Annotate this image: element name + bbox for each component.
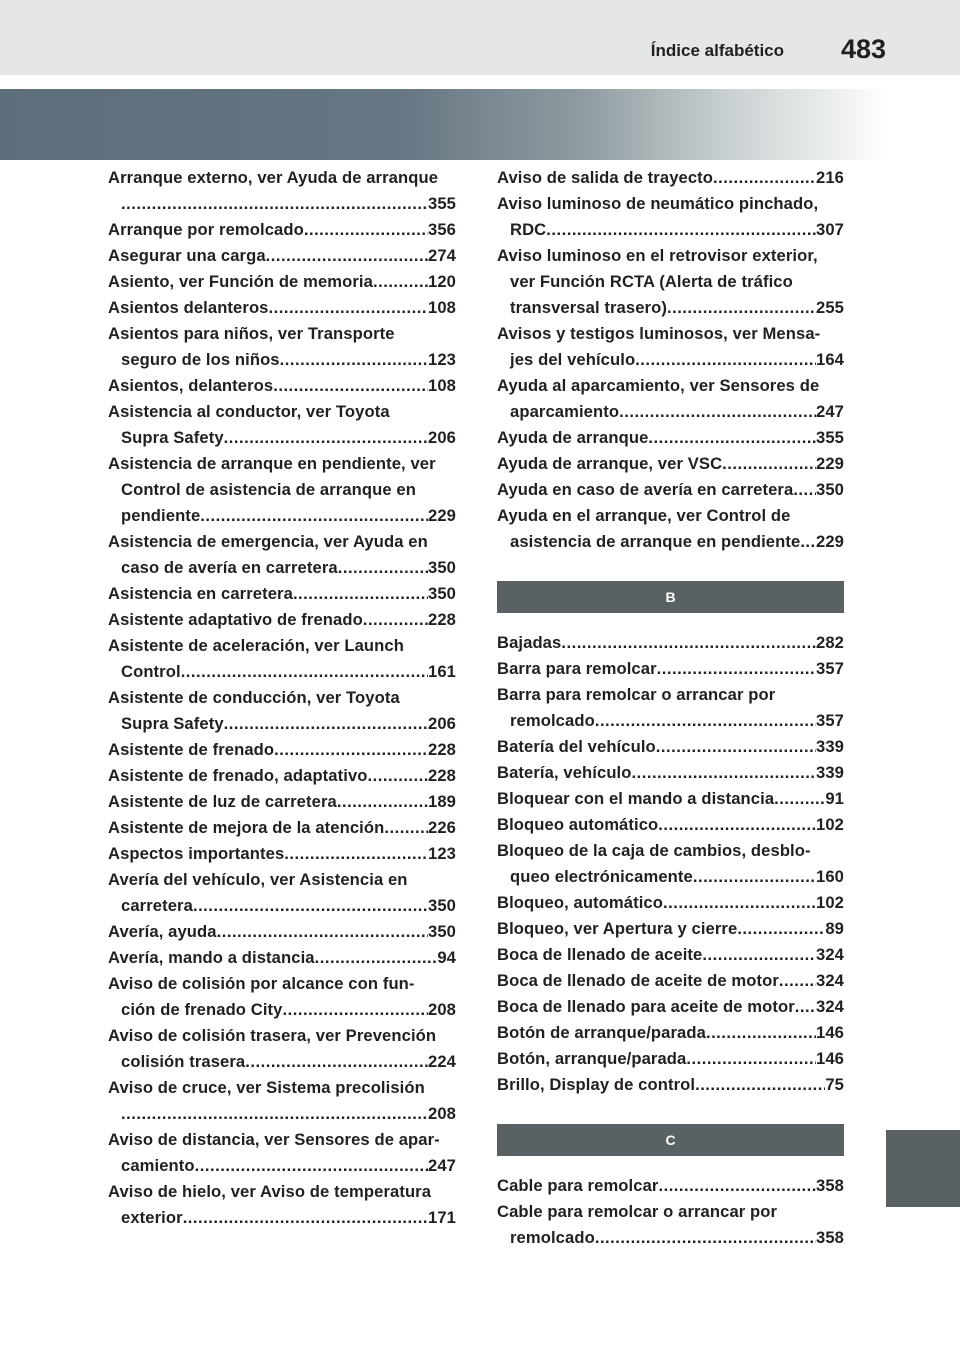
page-reference: 357 (816, 711, 844, 730)
dot-leader (293, 581, 428, 607)
dot-leader (181, 659, 428, 685)
index-entry (108, 763, 456, 789)
dot-leader (800, 529, 816, 555)
index-entry (108, 581, 456, 607)
dot-leader (183, 1205, 428, 1231)
letter-header-c: C (497, 1124, 844, 1156)
dot-leader (793, 477, 816, 503)
dot-leader (667, 295, 816, 321)
dot-leader (283, 997, 428, 1023)
index-term: Arranque externo, ver Ayuda de arranque (108, 168, 439, 187)
index-term: Aviso de hielo, ver Aviso de temperatura (108, 1182, 432, 1201)
index-term: Aviso de colisión por alcance con fun- (108, 974, 415, 993)
dot-leader (193, 893, 428, 919)
page-reference: 164 (816, 350, 844, 369)
index-entry (108, 607, 456, 633)
index-entry (497, 812, 844, 838)
dot-leader (363, 607, 428, 633)
index-term: Botón, arranque/parada (497, 1049, 687, 1068)
index-term: Bloqueo automático (497, 815, 659, 834)
index-entry (108, 269, 456, 295)
dot-leader (632, 760, 817, 786)
index-entry (497, 191, 844, 243)
index-list-b (497, 630, 844, 1098)
dot-leader (273, 373, 428, 399)
page-reference: 108 (428, 376, 456, 395)
page-reference: 324 (816, 945, 844, 964)
index-entry (108, 867, 456, 919)
index-entry (497, 321, 844, 373)
dot-leader (595, 1225, 816, 1251)
index-term: jes del vehículo (510, 350, 636, 369)
index-term: Barra para remolcar (497, 659, 657, 678)
index-entry (108, 373, 456, 399)
dot-leader (224, 425, 428, 451)
index-entry (497, 968, 844, 994)
page-reference: 357 (816, 659, 844, 678)
page-reference: 120 (428, 272, 456, 291)
page-reference: 324 (816, 997, 844, 1016)
page-reference: 358 (816, 1228, 844, 1247)
index-term: Asientos para niños, ver Transporte (108, 324, 395, 343)
section-title: Índice alfabético (650, 41, 784, 60)
index-term: Arranque por remolcado (108, 220, 304, 239)
page-reference: 229 (428, 506, 456, 525)
index-term: Bloqueo, automático (497, 893, 663, 912)
page-reference: 94 (437, 948, 456, 967)
dot-leader (657, 656, 816, 682)
index-term: aparcamiento (510, 402, 620, 421)
index-term: Supra Safety (121, 428, 224, 447)
page-reference: 228 (428, 766, 456, 785)
index-term: Asistencia de emergencia, ver Ayuda en (108, 532, 428, 551)
chapter-thumb-tab (886, 1130, 960, 1207)
index-entry (497, 477, 844, 503)
page-reference: 89 (825, 919, 844, 938)
index-entry (497, 890, 844, 916)
page-reference: 247 (816, 402, 844, 421)
dot-leader (702, 942, 816, 968)
dot-leader (337, 789, 428, 815)
dot-leader (595, 708, 816, 734)
index-entry (108, 217, 456, 243)
index-term: Control de asistencia de arranque en (121, 480, 416, 499)
page-reference: 224 (428, 1052, 456, 1071)
page-reference: 339 (816, 763, 844, 782)
index-term: remolcado (510, 1228, 595, 1247)
page-reference: 339 (816, 737, 844, 756)
index-term: carretera (121, 896, 193, 915)
index-term: ver Función RCTA (Alerta de tráfico (510, 272, 793, 291)
index-term: Bajadas (497, 633, 562, 652)
index-list-left (108, 165, 456, 1231)
page-reference: 75 (825, 1075, 844, 1094)
index-entry (497, 786, 844, 812)
page-reference: 356 (428, 220, 456, 239)
dot-leader (338, 555, 428, 581)
dot-leader (737, 916, 825, 942)
index-entry (497, 503, 844, 555)
dot-leader (121, 191, 428, 217)
index-entry (497, 630, 844, 656)
index-entry (108, 633, 456, 685)
index-entry (108, 1075, 456, 1127)
index-entry (497, 994, 844, 1020)
index-entry (108, 919, 456, 945)
page-reference: 102 (816, 893, 844, 912)
page-reference: 350 (428, 584, 456, 603)
dot-leader (693, 864, 816, 890)
decorative-gradient-band (0, 89, 890, 160)
index-term: pendiente (121, 506, 201, 525)
dot-leader (304, 217, 428, 243)
dot-leader (274, 737, 428, 763)
index-term: Avería del vehículo, ver Asistencia en (108, 870, 408, 889)
dot-leader (384, 815, 428, 841)
index-term: RDC (510, 220, 547, 239)
dot-leader (686, 1046, 816, 1072)
index-entry (497, 942, 844, 968)
dot-leader (266, 243, 428, 269)
index-term: Aviso luminoso de neumático pinchado, (497, 194, 819, 213)
index-term: Boca de llenado de aceite (497, 945, 703, 964)
page-reference: 228 (428, 610, 456, 629)
dot-leader (706, 1020, 816, 1046)
page-reference: 123 (428, 844, 456, 863)
index-entry (108, 243, 456, 269)
index-term: Asegurar una carga (108, 246, 266, 265)
index-entry (497, 760, 844, 786)
index-term: Asistente de mejora de la atención (108, 818, 385, 837)
page-reference: 355 (816, 428, 844, 447)
index-term: Botón de arranque/parada (497, 1023, 706, 1042)
index-entry (497, 838, 844, 890)
index-entry (108, 815, 456, 841)
page-reference: 91 (825, 789, 844, 808)
index-term: seguro de los niños (121, 350, 280, 369)
index-term: Brillo, Display de control (497, 1075, 696, 1094)
index-term: Boca de llenado para aceite de motor (497, 997, 795, 1016)
dot-leader (284, 841, 428, 867)
index-entry (497, 682, 844, 734)
index-term: Aviso luminoso en el retrovisor exterior, (497, 246, 818, 265)
index-column-right (497, 165, 844, 1251)
dot-leader (722, 451, 816, 477)
index-entry (497, 916, 844, 942)
index-term: Ayuda de arranque, ver VSC (497, 454, 723, 473)
index-entry (108, 451, 456, 529)
index-entry (497, 451, 844, 477)
index-term: Asientos, delanteros (108, 376, 274, 395)
page-reference: 146 (816, 1049, 844, 1068)
page-reference: 216 (816, 168, 844, 187)
page-reference: 274 (428, 246, 456, 265)
index-entry (108, 529, 456, 581)
dot-leader (619, 399, 816, 425)
index-entry (108, 399, 456, 451)
index-entry (108, 685, 456, 737)
page-reference: 171 (428, 1208, 456, 1227)
page-reference: 247 (428, 1156, 456, 1175)
index-term: Asistente adaptativo de frenado (108, 610, 363, 629)
index-term: Aviso de colisión trasera, ver Prevención (108, 1026, 437, 1045)
dot-leader (195, 1153, 428, 1179)
page-reference: 350 (816, 480, 844, 499)
page-reference: 161 (428, 662, 456, 681)
dot-leader (217, 919, 428, 945)
index-term: Ayuda en el arranque, ver Control de (497, 506, 791, 525)
index-entry (497, 165, 844, 191)
dot-leader (224, 711, 428, 737)
index-entry (497, 373, 844, 425)
index-term: Asistente de conducción, ver Toyota (108, 688, 400, 707)
index-term: remolcado (510, 711, 595, 730)
dot-leader (280, 347, 428, 373)
dot-leader (315, 945, 438, 971)
index-entry (497, 656, 844, 682)
index-entry (108, 841, 456, 867)
page-reference: 229 (816, 532, 844, 551)
page-reference: 255 (816, 298, 844, 317)
index-term: Asistente de frenado (108, 740, 275, 759)
index-term: Batería del vehículo (497, 737, 656, 756)
index-term: Cable para remolcar (497, 1176, 659, 1195)
index-entry (108, 321, 456, 373)
page-number: 483 (840, 34, 886, 64)
index-term: caso de avería en carretera (121, 558, 338, 577)
index-term: Batería, vehículo (497, 763, 632, 782)
index-entry (497, 1199, 844, 1251)
page-reference: 355 (428, 194, 456, 213)
page-reference: 102 (816, 815, 844, 834)
index-term: Aviso de salida de trayecto (497, 168, 714, 187)
page-reference: 350 (428, 896, 456, 915)
index-entry (497, 243, 844, 321)
index-entry (497, 1072, 844, 1098)
index-term: asistencia de arranque en pendiente (510, 532, 801, 551)
index-column-left (108, 165, 456, 1231)
letter-header-b: B (497, 581, 844, 613)
index-entry (108, 1023, 456, 1075)
page-reference: 206 (428, 428, 456, 447)
index-entry (497, 734, 844, 760)
page-reference: 324 (816, 971, 844, 990)
index-term: exterior (121, 1208, 183, 1227)
index-list-a (497, 165, 844, 555)
index-entry (108, 295, 456, 321)
dot-leader (200, 503, 428, 529)
index-term: Control (121, 662, 181, 681)
page-reference: 160 (816, 867, 844, 886)
dot-leader (774, 786, 825, 812)
index-term: Aspectos importantes (108, 844, 285, 863)
index-entry (497, 425, 844, 451)
page-reference: 146 (816, 1023, 844, 1042)
index-entry (108, 1179, 456, 1231)
index-term: Avería, ayuda (108, 922, 217, 941)
dot-leader (546, 217, 816, 243)
index-term: Asistente de frenado, adaptativo (108, 766, 368, 785)
index-term: Supra Safety (121, 714, 224, 733)
dot-leader (648, 425, 816, 451)
dot-leader (269, 295, 428, 321)
index-term: Ayuda en caso de avería en carretera (497, 480, 794, 499)
index-term: Asientos delanteros (108, 298, 269, 317)
index-list-c (497, 1173, 844, 1251)
page-reference: 307 (816, 220, 844, 239)
index-term: Asistente de aceleración, ver Launch (108, 636, 404, 655)
index-term: colisión trasera (121, 1052, 246, 1071)
index-term: Avisos y testigos luminosos, ver Mensa- (497, 324, 821, 343)
index-term: camiento (121, 1156, 195, 1175)
index-term: transversal trasero) (510, 298, 667, 317)
top-header-band (0, 0, 960, 75)
index-term: ción de frenado City (121, 1000, 283, 1019)
index-entry (108, 945, 456, 971)
index-term: Cable para remolcar o arrancar por (497, 1202, 778, 1221)
index-term: Asistencia en carretera (108, 584, 293, 603)
dot-leader (368, 763, 428, 789)
dot-leader (695, 1072, 825, 1098)
page-reference: 358 (816, 1176, 844, 1195)
index-term: Boca de llenado de aceite de motor (497, 971, 779, 990)
index-entry (108, 1127, 456, 1179)
dot-leader (121, 1101, 428, 1127)
index-entry (108, 971, 456, 1023)
page-reference: 228 (428, 740, 456, 759)
page-reference: 282 (816, 633, 844, 652)
index-entry (108, 737, 456, 763)
page-reference: 206 (428, 714, 456, 733)
index-entry (497, 1173, 844, 1199)
index-term: Avería, mando a distancia (108, 948, 315, 967)
index-entry (108, 165, 456, 217)
page-reference: 208 (428, 1104, 456, 1123)
index-term: Barra para remolcar o arrancar por (497, 685, 776, 704)
page-reference: 229 (816, 454, 844, 473)
page-reference: 350 (428, 922, 456, 941)
dot-leader (561, 630, 816, 656)
index-term: Bloqueo de la caja de cambios, desblo- (497, 841, 811, 860)
index-term: Aviso de cruce, ver Sistema precolisión (108, 1078, 425, 1097)
index-term: Aviso de distancia, ver Sensores de apar- (108, 1130, 440, 1149)
dot-leader (663, 890, 816, 916)
dot-leader (245, 1049, 428, 1075)
page-reference: 108 (428, 298, 456, 317)
index-entry (497, 1046, 844, 1072)
index-term: queo electrónicamente (510, 867, 693, 886)
index-entry (497, 1020, 844, 1046)
index-term: Asistencia de arranque en pendiente, ver (108, 454, 436, 473)
index-term: Ayuda de arranque (497, 428, 649, 447)
page-reference: 123 (428, 350, 456, 369)
page-reference: 226 (428, 818, 456, 837)
dot-leader (656, 734, 816, 760)
dot-leader (635, 347, 816, 373)
dot-leader (713, 165, 816, 191)
index-term: Asistente de luz de carretera (108, 792, 337, 811)
page-reference: 350 (428, 558, 456, 577)
index-term: Asistencia al conductor, ver Toyota (108, 402, 390, 421)
index-term: Ayuda al aparcamiento, ver Sensores de (497, 376, 820, 395)
dot-leader (373, 269, 428, 295)
dot-leader (779, 968, 816, 994)
page-reference: 208 (428, 1000, 456, 1019)
dot-leader (658, 812, 816, 838)
index-term: Bloquear con el mando a distancia (497, 789, 775, 808)
page-reference: 189 (428, 792, 456, 811)
index-term: Bloqueo, ver Apertura y cierre (497, 919, 738, 938)
dot-leader (658, 1173, 816, 1199)
dot-leader (795, 994, 816, 1020)
index-entry (108, 789, 456, 815)
index-term: Asiento, ver Función de memoria (108, 272, 373, 291)
